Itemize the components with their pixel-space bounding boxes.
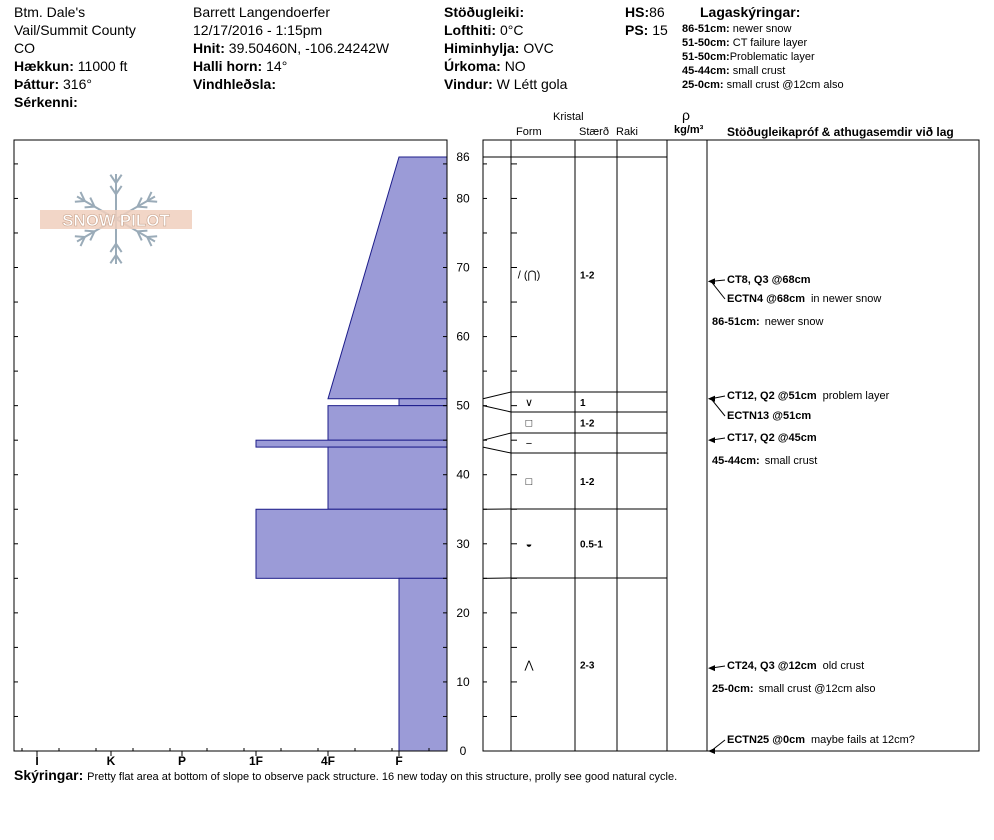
snowflake-branch [85,207,95,208]
size-header: Stærð [579,126,609,138]
observer-name: Barrett Langendoerfer [193,4,330,20]
hardness-tick-label: K [106,754,116,768]
slope-angle-value: 14° [266,58,288,74]
snowflake-branch [147,236,157,237]
legend-range: 51-50cm: [682,37,730,49]
stability-test [727,410,811,422]
logo-text: SNOW PILOT [62,211,170,230]
stability-test [727,274,811,286]
depth-tick-label: 10 [456,674,470,689]
ps-value: 15 [652,22,668,38]
hardness-tick-label: P [177,754,187,768]
stability-test-result: ECTN4 @68cm [727,293,805,305]
legend-text: Problematic layer [729,51,815,63]
density-symbol: ρ [682,107,690,123]
layer-comment [712,683,876,695]
wind-label: Vindur: [444,76,493,92]
stability-test-note: problem layer [822,390,890,402]
location-state: CO [14,40,35,56]
sky-cover-label: Himinhylja: [444,40,520,56]
legend-text: CT failure layer [732,37,808,49]
depth-tick-label: 70 [456,260,470,275]
hardness-layer [399,399,447,406]
wind-value: W Létt gola [496,76,568,92]
legend-text: small crust @12cm also [726,79,844,91]
test-pointer-line [711,399,725,416]
grain-size: 1-2 [580,270,595,282]
elevation-value: 11000 ft [77,58,128,74]
test-pointer-arrow [708,437,715,443]
depth-tick-label: 30 [456,536,470,551]
test-pointer-arrow [708,278,715,284]
hardness-layer [256,509,447,578]
layer-comment [712,316,823,328]
legend-text: small crust [732,65,786,77]
elevation-label: Hækkun: [14,58,74,74]
stability-test-note: old crust [822,660,865,672]
stability-test-note: maybe fails at 12cm? [810,734,915,746]
grain-form-icon: ⋀ [524,659,534,672]
legend-title: Lagaskýringar: [700,4,801,20]
stability-test-result: CT8, Q3 @68cm [727,274,811,286]
stability-test-note: in newer snow [810,293,882,305]
air-temp-label: Lofthiti: [444,22,497,38]
depth-tick-label: 50 [456,398,470,413]
legend-text: newer snow [732,23,792,35]
hardness-layer [399,578,447,751]
hardness-layer [328,447,447,509]
depth-tick-label: 60 [456,329,470,344]
stability-test [727,390,890,402]
snowflake-branch [75,201,85,202]
aspect-value: 316° [63,76,92,92]
slope-angle-label: Halli horn: [193,58,263,74]
hs-label: HS: [625,4,650,20]
legend-range: 51-50cm: [682,51,730,63]
stability-test [727,432,817,444]
grain-form-icon: □ [525,417,533,430]
grain-form-icon: / (⋂) [517,269,541,282]
comments-text: Pretty flat area at bottom of slope to observe pack structure. 16 new today on this structure, prolly see good natural cycle. [87,771,678,783]
row-connector-line [483,447,511,453]
location-name: Btm. Dale's [14,4,86,20]
stability-test-result: ECTN13 @51cm [727,410,812,422]
depth-tick-label: 0 [459,744,467,758]
stability-test [727,734,915,746]
grain-form-icon: ◒ [525,538,533,551]
aspect-label: Þáttur: [14,76,60,92]
grain-form-icon: ∨ [524,397,534,409]
density-unit: kg/m³ [674,124,704,136]
layer-comment-text: small crust [764,455,818,467]
snowflake-branch [137,231,147,232]
test-pointer-arrow [708,665,715,671]
hardness-tick-label: F [395,754,403,768]
stability-test-result: CT17, Q2 @45cm [727,432,817,444]
wind-loading-label: Vindhleðsla: [193,76,276,92]
layer-comment-text: newer snow [764,316,824,328]
snowflake-branch [137,207,147,208]
legend-range: 45-44cm: [682,65,730,77]
stability-test [727,660,864,672]
grain-form-icon: □ [525,476,533,488]
precipitation-value: NO [504,58,526,74]
stability-test-result: CT12, Q2 @51cm [727,390,817,402]
sky-cover-value: OVC [523,40,554,56]
stability-test [727,293,881,305]
hardness-tick-label: 1F [248,754,264,768]
snowflake-branch [75,236,85,237]
layer-comment [712,455,817,467]
depth-tick-label: 86 [456,150,470,164]
grain-size: 1-2 [580,418,595,430]
features-label: Sérkenni: [14,94,78,110]
grain-size: 0.5-1 [580,539,603,551]
hardness-tick-label: I [35,754,39,768]
layer-comment-text: small crust @12cm also [758,683,876,695]
layer-comment-range: 25-0cm: [712,683,754,695]
layer-comment-range: 86-51cm: [712,316,760,328]
depth-tick-label: 20 [456,605,470,620]
grain-size: 1 [580,398,586,409]
coordinates-label: Hnit: [193,40,225,56]
hardness-layer [328,406,447,441]
tests-header: Stöðugleikapróf & athugasemdir við lag [727,125,954,139]
moisture-header: Raki [616,126,639,138]
precipitation-label: Úrkoma: [444,58,501,74]
row-connector-line [483,392,511,399]
row-connector-line [483,433,511,440]
comments-label: Skýringar: [14,767,84,783]
grain-size: 2-3 [580,660,595,672]
air-temp-value: 0°C [499,22,524,38]
hardness-layer [328,157,447,399]
comments [14,767,677,784]
hs-value: 86 [649,4,665,20]
coordinates-value: 39.50460N, -106.24242W [228,40,390,56]
grain-form-icon: − [525,438,533,450]
snowpilot-logo [40,174,192,264]
snowflake-branch [85,231,95,232]
hardness-layer [256,440,447,447]
layer-comment-range: 45-44cm: [712,455,760,467]
stability-label: Stöðugleiki: [444,4,525,20]
legend-range: 25-0cm: [682,79,724,91]
stability-test-result: CT24, Q3 @12cm [727,660,817,672]
grain-size: 1-2 [580,477,595,488]
test-pointer-line [711,281,725,299]
depth-tick-label: 40 [456,467,470,482]
legend-range: 86-51cm: [682,23,730,35]
depth-tick-label: 80 [456,191,470,206]
observation-datetime: 12/17/2016 - 1:15pm [193,22,323,38]
hardness-tick-label: 4F [320,754,336,768]
snowflake-branch [147,201,157,202]
row-connector-line [483,406,511,412]
stability-test-result: ECTN25 @0cm [727,734,805,746]
test-pointer-arrow [708,748,715,754]
test-pointer-arrow [708,396,715,402]
crystal-header: Kristal [553,111,584,123]
location-area: Vail/Summit County [14,22,136,38]
form-header: Form [516,126,542,138]
ps-label: PS: [625,22,649,38]
